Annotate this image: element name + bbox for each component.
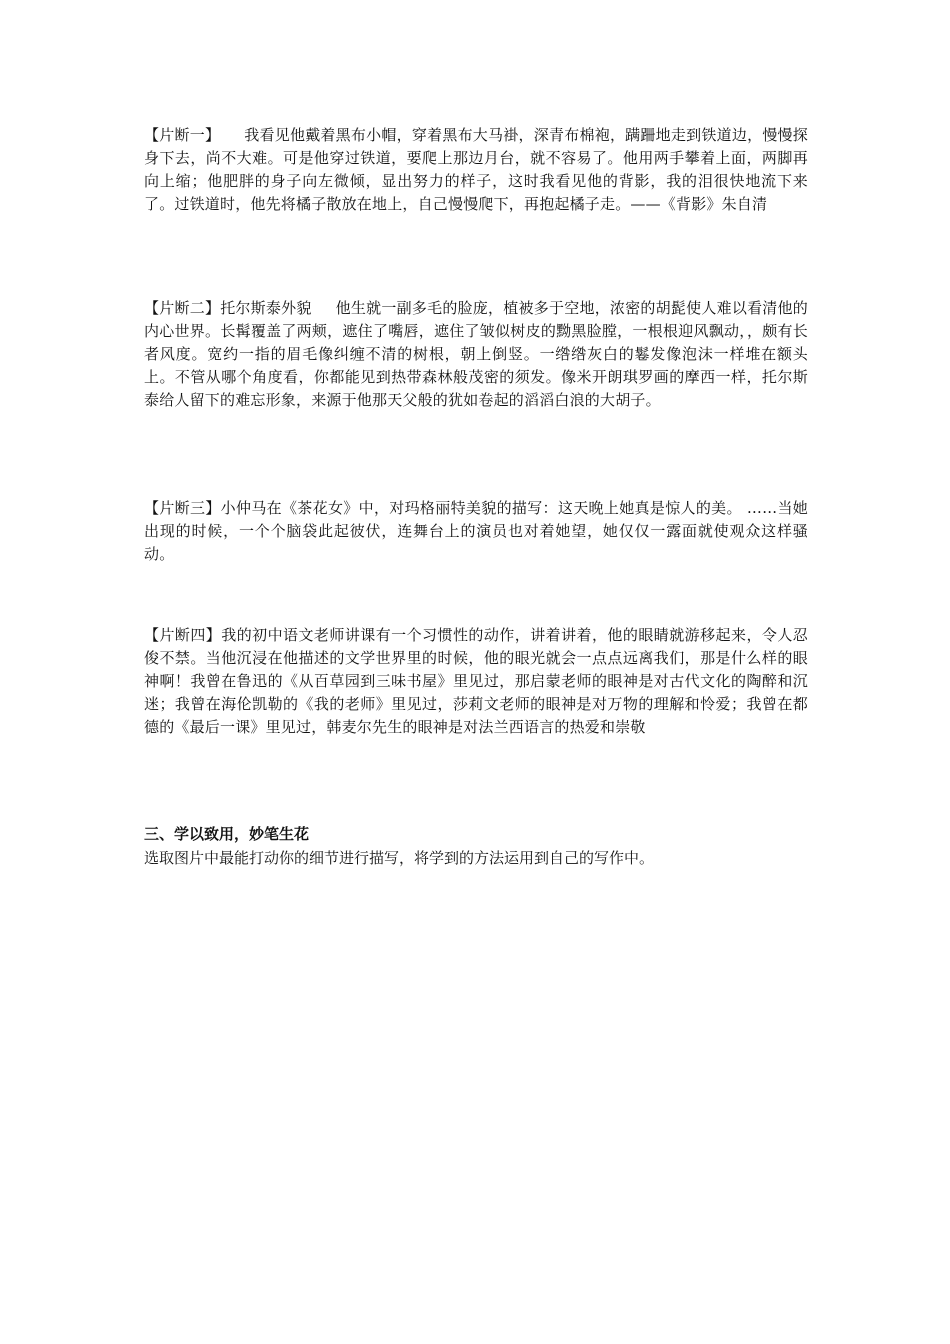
fragment-1-label: 【片断一】 (144, 126, 221, 144)
fragment-1-text: 我看见他戴着黑布小帽，穿着黑布大马褂，深青布棉袍，蹒跚地走到铁道边，慢慢探身下去，尚不大难。可是他穿过铁道，要爬上那边月台，就不容易了。他用两手攀着上面，两脚再向上缩；他肥胖的身子向左微倾，显出努力的样子，这时我看见他的背影，我的泪很快地流下来了。过铁道时，他先将橘子散放在地上，自己慢慢爬下，再抱起橘子走。——《背影》朱自清 (144, 126, 808, 213)
fragment-3 (144, 497, 808, 566)
section-task: 选取图片中最能打动你的细节进行描写，将学到的方法运用到自己的写作中。 (144, 849, 655, 867)
fragment-3-text: 小仲马在《茶花女》中，对玛格丽特美貌的描写：这天晚上她真是惊人的美。 ……当她出现的时候，一个个脑袋此起彼伏，连舞台上的演员也对着她望，她仅仅一露面就使观众这样骚动。 (144, 499, 808, 563)
fragment-4 (144, 624, 808, 739)
section-heading: 三、学以致用，妙笔生花 (144, 825, 310, 843)
fragment-4-text: 我的初中语文老师讲课有一个习惯性的动作，讲着讲着，他的眼睛就游移起来，令人忍俊不禁。当他沉浸在他描述的文学世界里的时候，他的眼光就会一点点远离我们，那是什么样的眼神啊！我曾在鲁迅的《从百草园到三味书屋》里见过，那启蒙老师的眼神是对古代文化的陶醉和沉迷；我曾在海伦凯勒的《我的老师》里见过，莎莉文老师的眼神是对万物的理解和怜爱；我曾在都德的《最后一课》里见过，韩麦尔先生的眼神是对法兰西语言的热爱和崇敬 (144, 626, 808, 736)
fragment-2 (144, 297, 808, 412)
fragment-2-label: 【片断二】 (144, 299, 221, 317)
fragment-3-label: 【片断三】 (144, 499, 221, 517)
fragment-1 (144, 124, 808, 216)
fragment-2-subtitle: 托尔斯泰外貌 (220, 299, 312, 317)
fragment-4-label: 【片断四】 (144, 626, 222, 644)
fragment-2-text: 他生就一副多毛的脸庞，植被多于空地，浓密的胡髭使人难以看清他的内心世界。长髯覆盖了两颊，遮住了嘴唇，遮住了皱似树皮的黝黑脸膛，一根根迎风飘动，，颇有长者风度。宽约一指的眉毛像纠缠不清的树根，朝上倒竖。一绺绺灰白的鬈发像泡沫一样堆在额头上。不管从哪个角度看，你都能见到热带森林般茂密的须发。像米开朗琪罗画的摩西一样，托尔斯泰给人留下的难忘形象，来源于他那天父般的犹如卷起的滔滔白浪的大胡子。 (144, 299, 808, 409)
